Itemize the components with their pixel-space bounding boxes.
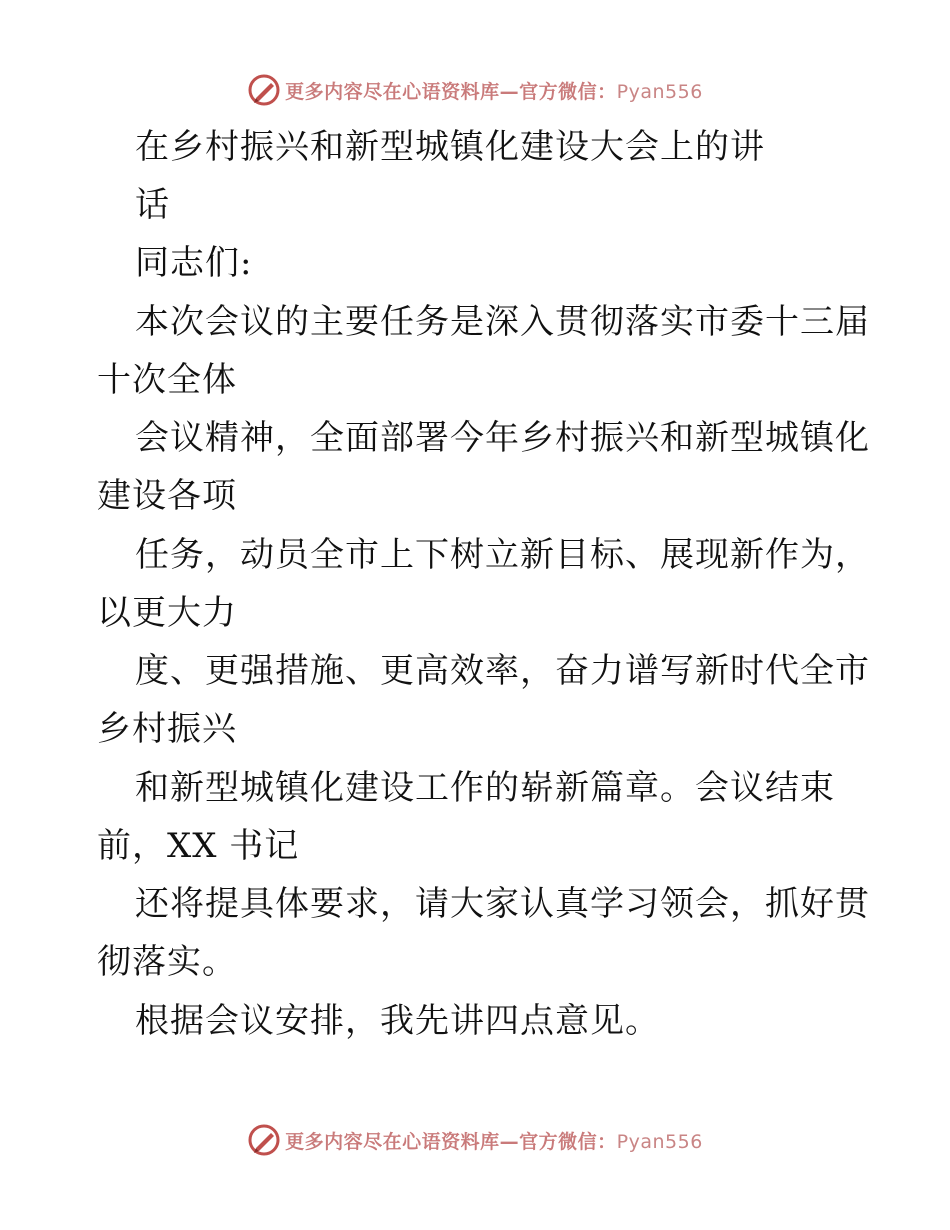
footer-watermark <box>0 1120 950 1160</box>
paragraph-line: 任务，动员全市上下树立新目标、展现新作为， <box>135 535 870 575</box>
pen-logo-icon <box>247 1123 281 1157</box>
paragraph-line: 乡村振兴 <box>97 709 237 749</box>
watermark-text: 更多内容尽在心语资料库—官方微信：Pyan556 <box>285 80 703 103</box>
document-title-continued: 话 <box>135 185 170 225</box>
paragraph-line: 以更大力 <box>97 593 237 633</box>
paragraph-line: 彻落实。 <box>97 942 237 982</box>
header-watermark <box>0 70 950 110</box>
paragraph-line: 十次全体 <box>97 360 237 400</box>
salutation: 同志们: <box>135 243 253 283</box>
paragraph-line: 还将提具体要求，请大家认真学习领会，抓好贯 <box>135 884 870 924</box>
paragraph-line: 度、更强措施、更高效率，奋力谱写新时代全市 <box>135 651 870 691</box>
paragraph-line: 和新型城镇化建设工作的崭新篇章。会议结束 <box>135 768 835 808</box>
document-title: 在乡村振兴和新型城镇化建设大会上的讲 <box>135 127 765 167</box>
paragraph-line: 建设各项 <box>97 476 237 516</box>
paragraph-line: 本次会议的主要任务是深入贯彻落实市委十三届 <box>135 302 870 342</box>
paragraph-line: 前，XX 书记 <box>97 826 300 866</box>
watermark-text: 更多内容尽在心语资料库—官方微信：Pyan556 <box>285 1130 703 1153</box>
pen-logo-icon <box>247 73 281 107</box>
paragraph-line: 根据会议安排，我先讲四点意见。 <box>135 1001 660 1041</box>
paragraph-line: 会议精神，全面部署今年乡村振兴和新型城镇化 <box>135 418 870 458</box>
